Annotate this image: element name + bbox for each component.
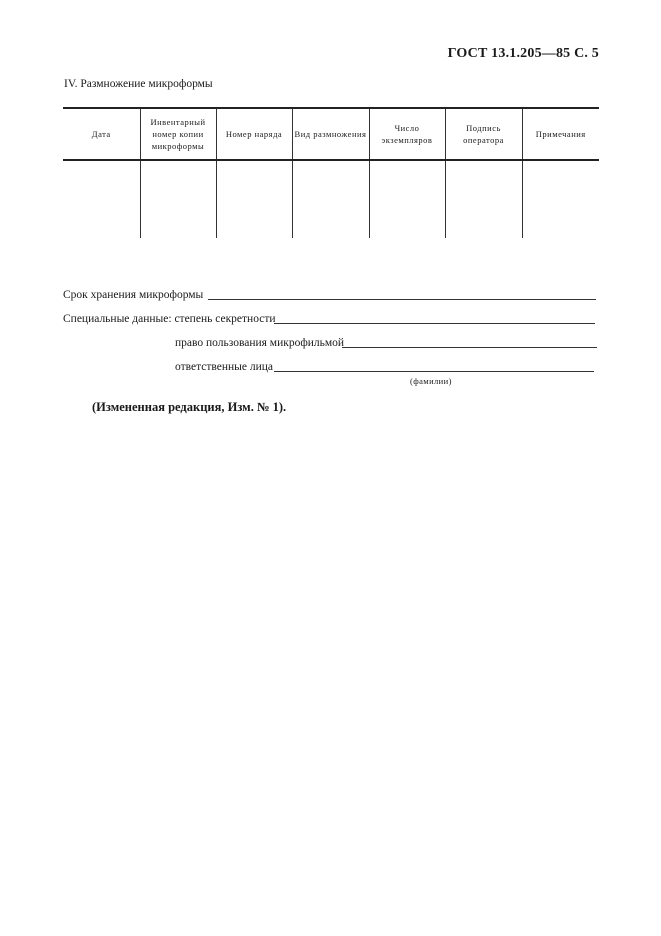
responsible-persons-label: ответственные лица bbox=[175, 361, 274, 373]
special-data-label: Специальные данные: степень секретности bbox=[63, 313, 276, 325]
table-cell[interactable] bbox=[369, 160, 445, 238]
table-cell[interactable] bbox=[522, 160, 599, 238]
table-cell[interactable] bbox=[216, 160, 292, 238]
storage-period-label: Срок хранения микроформы bbox=[63, 289, 204, 301]
reproduction-table bbox=[63, 107, 599, 238]
column-header-date: Дата bbox=[63, 108, 140, 160]
column-header-reproduction-type: Вид размножения bbox=[292, 108, 369, 160]
amendment-note: (Измененная редакция, Изм. № 1). bbox=[92, 400, 287, 414]
surnames-hint: (фамилии) bbox=[410, 376, 452, 386]
storage-period-line[interactable] bbox=[208, 299, 596, 300]
table-row bbox=[63, 160, 599, 238]
table-cell[interactable] bbox=[292, 160, 369, 238]
table-header-row bbox=[63, 108, 599, 160]
usage-right-line[interactable] bbox=[342, 347, 597, 348]
column-header-remarks: Примечания bbox=[522, 108, 599, 160]
responsible-persons-line[interactable] bbox=[274, 371, 594, 372]
section-title: IV. Размножение микроформы bbox=[64, 78, 213, 90]
column-header-order-number: Номер наряда bbox=[216, 108, 292, 160]
column-header-copies-count: Число экземпляров bbox=[369, 108, 445, 160]
table-cell[interactable] bbox=[445, 160, 522, 238]
table-cell[interactable] bbox=[63, 160, 140, 238]
usage-right-label: право пользования микрофильмой bbox=[175, 337, 345, 349]
column-header-copy-inventory-number: Инвентарный номер копии микроформы bbox=[140, 108, 216, 160]
secrecy-degree-line[interactable] bbox=[274, 323, 595, 324]
table-cell[interactable] bbox=[140, 160, 216, 238]
document-reference: ГОСТ 13.1.205—85 С. 5 bbox=[447, 46, 599, 61]
column-header-operator-signature: Подпись оператора bbox=[445, 108, 522, 160]
